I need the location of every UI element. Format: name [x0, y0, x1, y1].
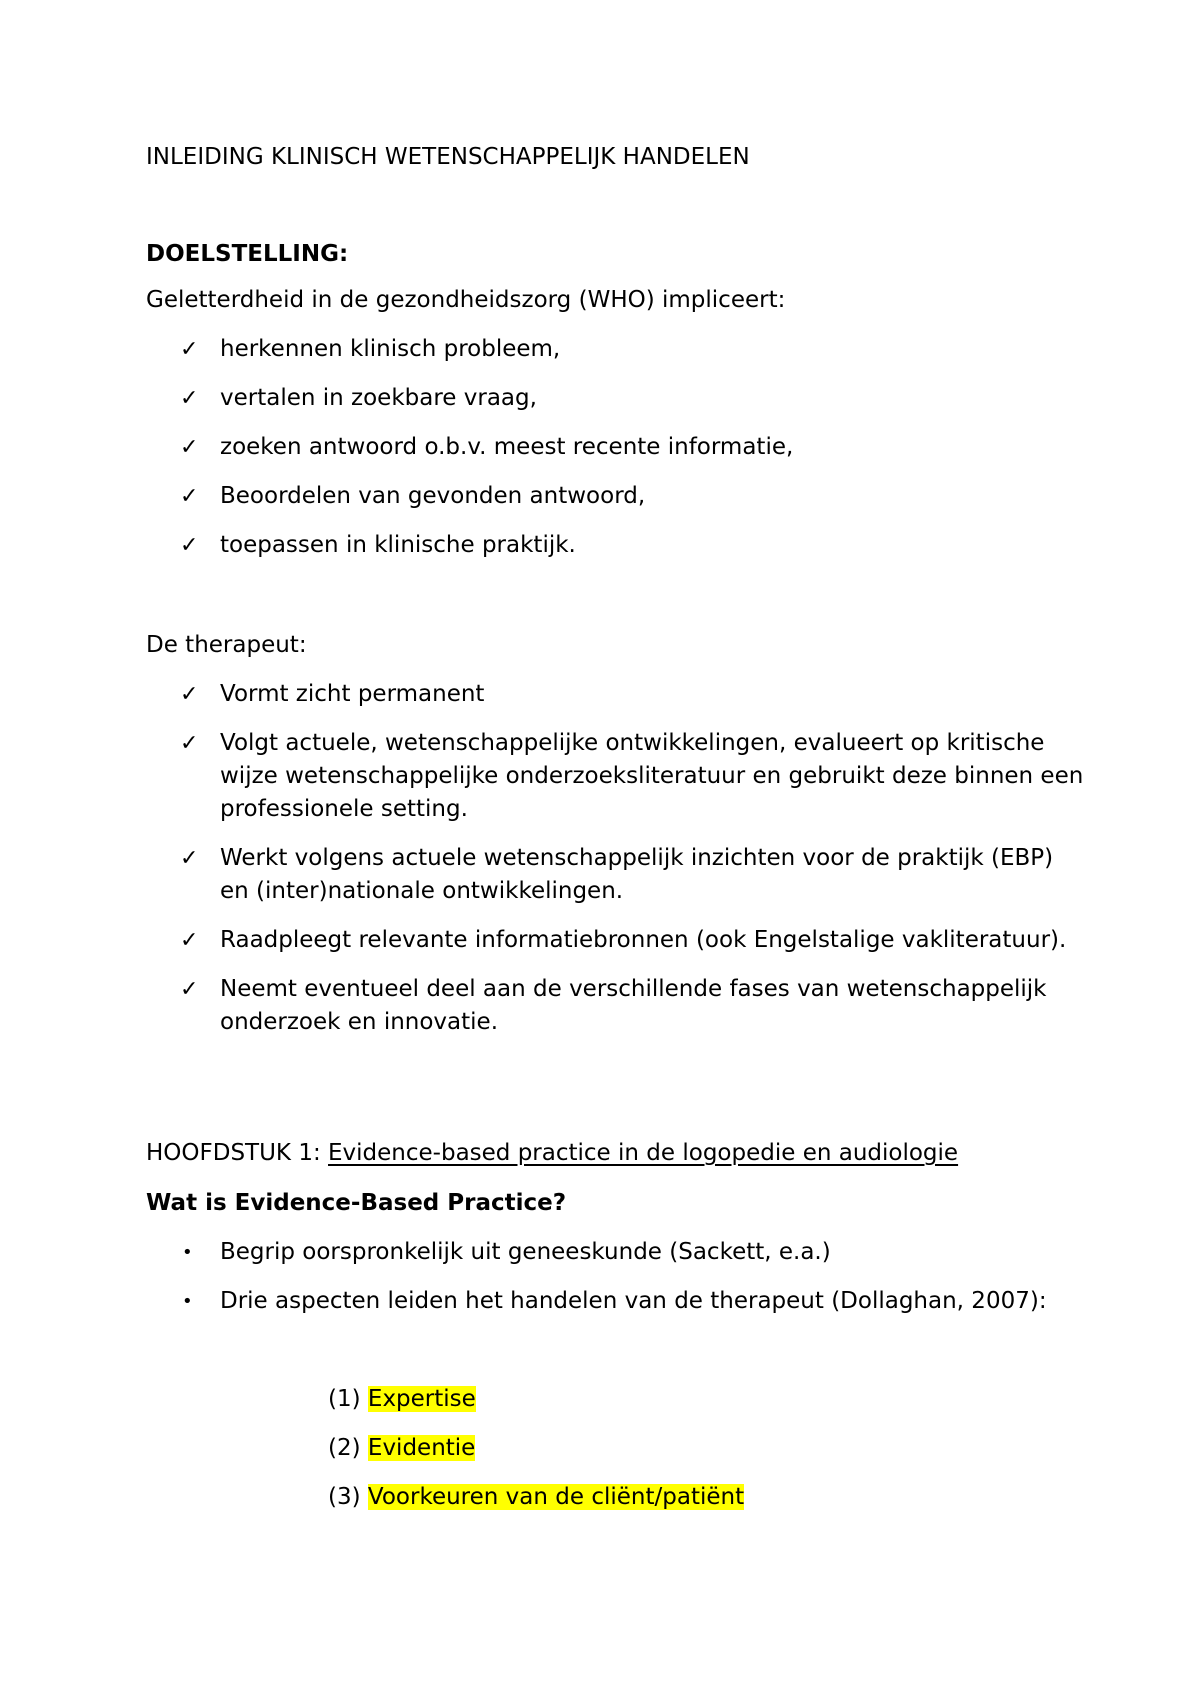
list-item-text: Raadpleegt relevante informatiebronnen (ook Engelstalige vakliteratuur).: [220, 927, 1067, 953]
list-item-text: Werkt volgens actuele wetenschappelijk inzichten voor de praktijk (EBP) en (inter)nationale ontwikkelingen.: [220, 845, 1054, 904]
aspect-label-highlighted: Voorkeuren van de cliënt/patiënt: [367, 1484, 745, 1510]
list-item-text: vertalen in zoekbare vraag,: [220, 385, 537, 411]
list-item: [146, 1285, 1086, 1318]
list-item: [146, 727, 1086, 826]
list-item: [328, 1481, 744, 1514]
ebp-bullet-list: [146, 1236, 1086, 1334]
check-icon: ✓: [180, 533, 199, 558]
therapist-checklist: [146, 678, 1086, 1055]
chapter-prefix: HOOFDSTUK 1:: [146, 1140, 329, 1166]
list-item: [146, 382, 1086, 415]
list-item: [146, 924, 1086, 957]
bullet-icon: •: [182, 1291, 193, 1312]
list-item-text: Vormt zicht permanent: [220, 681, 485, 707]
list-item: [146, 973, 1086, 1039]
check-icon: ✓: [180, 731, 199, 756]
list-item-text: herkennen klinisch probleem,: [220, 336, 561, 362]
list-item: [146, 333, 1086, 366]
chapter-heading: [146, 1137, 958, 1170]
list-item: [328, 1383, 744, 1416]
check-icon: ✓: [180, 846, 199, 871]
aspect-label-highlighted: Evidentie: [367, 1435, 476, 1461]
objective-checklist: [146, 333, 1086, 578]
list-item: [328, 1432, 744, 1465]
aspect-label-highlighted: Expertise: [367, 1386, 476, 1412]
chapter-title: Evidence-based practice in de logopedie en audiologie: [328, 1140, 959, 1166]
list-item: [146, 480, 1086, 513]
list-item-text: Drie aspecten leiden het handelen van de therapeut (Dollaghan, 2007):: [220, 1288, 1047, 1314]
ebp-question-heading: Wat is Evidence-Based Practice?: [146, 1190, 567, 1216]
check-icon: ✓: [180, 977, 199, 1002]
check-icon: ✓: [180, 484, 199, 509]
ebp-aspects-list: [328, 1383, 744, 1530]
list-item-text: Begrip oorspronkelijk uit geneeskunde (Sackett, e.a.): [220, 1239, 831, 1265]
list-item-text: toepassen in klinische praktijk.: [220, 532, 576, 558]
aspect-number: (3): [328, 1484, 361, 1510]
list-item: [146, 678, 1086, 711]
list-item: [146, 1236, 1086, 1269]
bullet-icon: •: [182, 1242, 193, 1263]
document-title: INLEIDING KLINISCH WETENSCHAPPELIJK HANDELEN: [146, 144, 750, 170]
aspect-number: (1): [328, 1386, 361, 1412]
check-icon: ✓: [180, 928, 199, 953]
check-icon: ✓: [180, 337, 199, 362]
objective-intro: Geletterdheid in de gezondheidszorg (WHO) impliceert:: [146, 287, 786, 313]
list-item: [146, 431, 1086, 464]
check-icon: ✓: [180, 682, 199, 707]
aspect-number: (2): [328, 1435, 361, 1461]
check-icon: ✓: [180, 386, 199, 411]
list-item-text: Beoordelen van gevonden antwoord,: [220, 483, 646, 509]
list-item: [146, 529, 1086, 562]
list-item-text: Volgt actuele, wetenschappelijke ontwikkelingen, evalueert op kritische wijze wetenschappelijke onderzoeksliteratuur en gebruikt deze binnen een professionele setting.: [220, 730, 1084, 822]
list-item: [146, 842, 1086, 908]
list-item-text: Neemt eventueel deel aan de verschillende fases van wetenschappelijk onderzoek en innovatie.: [220, 976, 1047, 1035]
check-icon: ✓: [180, 435, 199, 460]
therapist-intro: De therapeut:: [146, 632, 307, 658]
objective-heading: DOELSTELLING:: [146, 241, 349, 267]
list-item-text: zoeken antwoord o.b.v. meest recente informatie,: [220, 434, 794, 460]
